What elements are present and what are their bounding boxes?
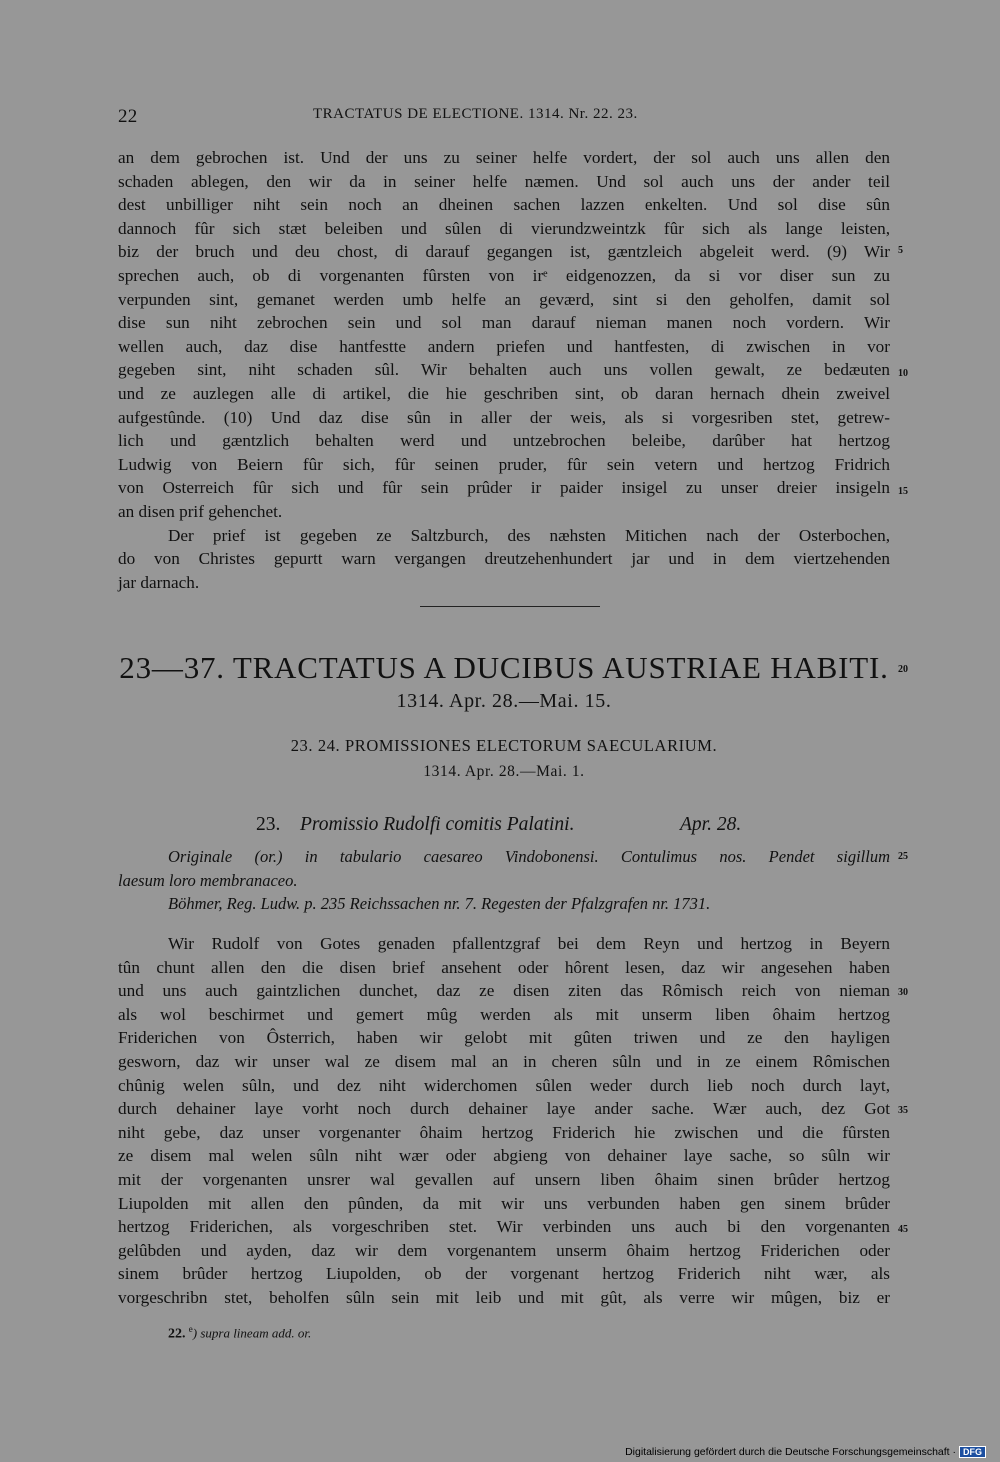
running-header — [118, 104, 890, 128]
margin-line-number: 20 — [898, 664, 908, 675]
text-line: lich und gæntzlich behalten werd und untzebrochen beleibe, darûber hat hertzog — [118, 431, 890, 451]
text-line: sprechen auch, ob di vorgenanten fûrsten von irᵉ eidgenozzen, da si vor diser sun zu — [118, 265, 890, 285]
text-line: dannoch fûr sich stæt beleiben und sûlen di vierundzweintzk fûr sich als lange leisten, — [118, 218, 890, 238]
text-line: und uns auch gaintzlichen dunchet, daz ze disen ziten das Rômisch reich von nieman — [118, 981, 890, 1001]
text-line: aufgestûnde. (10) Und daz dise sûn in aller der weis, als si vorgesriben stet, getrew- — [118, 407, 890, 427]
text-line: und ze auzlegen alle di artikel, die hie geschriben sint, ob daran hernach dhein zweivel — [118, 383, 890, 403]
margin-line-number: 45 — [898, 1224, 908, 1235]
text-line: durch dehainer laye vorht noch durch dehainer laye ander sache. Wær auch, dez Got — [118, 1099, 890, 1119]
doc22-text — [118, 146, 890, 594]
document-number: 23. — [256, 814, 281, 835]
doc23-text — [118, 932, 890, 1310]
footnote — [168, 1324, 311, 1342]
margin-line-number: 10 — [898, 368, 908, 379]
closing-line: do von Christes gepurtt warn vergangen dreutzehenhundert jar und in dem viertzehenden — [118, 549, 890, 569]
section-divider — [420, 606, 600, 607]
document-date: Apr. 28. — [680, 814, 742, 835]
subsection-date: 1314. Apr. 28.—Mai. 1. — [423, 763, 585, 780]
footnote-text: ) supra lineam add. or. — [192, 1325, 312, 1341]
footnote-reference: 22. — [168, 1326, 186, 1342]
text-line: Wir Rudolf von Gotes genaden pfallentzgraf bei dem Reyn und hertzog in Beyern — [168, 934, 890, 953]
margin-line-number: 35 — [898, 1105, 908, 1116]
text-line: Ludwig von Beiern fûr sich, fûr seinen pruder, fûr sein vetern und hertzog Fridrich — [118, 454, 890, 474]
text-line: Liupolden mit allen den pûnden, da mit wir uns verbunden haben gen sinem brûder — [118, 1193, 890, 1213]
section-title: 23—37. TRACTATUS A DUCIBUS AUSTRIAE HABITI. — [119, 650, 889, 685]
margin-line-number: 5 — [898, 245, 903, 256]
text-line: wellen auch, daz dise hantfestte andern priefen und hantfesten, di zwischen in vor — [118, 336, 890, 356]
margin-line-number: 15 — [898, 486, 908, 497]
digitization-credit — [625, 1446, 986, 1462]
text-line: schaden ablegen, den wir da in seiner helfe næmen. Und sol auch uns der ander teil — [118, 171, 890, 191]
text-line: vorgeschribn stet, beholfen sûln sein mit leib und mit gût, als verre wir mûgen, biz er — [118, 1287, 890, 1307]
credit-text: Digitalisierung gefördert durch die Deutsche Forschungsgemeinschaft · — [625, 1446, 956, 1458]
page-number: 22 — [118, 106, 138, 127]
text-line: gelûbden und ayden, daz wir dem vorgenantem unserm ôhaim hertzog Friderichen oder — [118, 1240, 890, 1260]
text-line: gegeben sint, niht schaden sûl. Wir behalten auch uns vollen gewalt, ze bedæuten — [118, 360, 890, 380]
reference-line: Böhmer, Reg. Ludw. p. 235 Reichssachen nr. 7. Regesten der Pfalzgrafen nr. 1731. — [168, 894, 711, 914]
text-line: verpunden sint, gemanet werden umb helfe an geværd, sint si den geholfen, damit sol — [118, 289, 890, 309]
text-line: an disen prif gehenchet. — [118, 501, 283, 521]
section-date: 1314. Apr. 28.—Mai. 15. — [396, 690, 612, 712]
text-line: ze disem mal welen sûln niht wær oder abgieng von dehainer laye sache, so sûln wir — [118, 1146, 890, 1166]
margin-line-number: 30 — [898, 987, 908, 998]
dfg-logo: DFG — [959, 1446, 986, 1458]
text-line: an dem gebrochen ist. Und der uns zu seiner helfe vordert, der sol auch uns allen den — [118, 148, 890, 167]
document-heading — [118, 814, 890, 840]
text-line: tûn chunt allen den die disen brief ansehent oder hôrent lesen, daz wir angesehen haben — [118, 957, 890, 977]
margin-line-number: 25 — [898, 851, 908, 862]
text-line: hertzog Friderichen, als vorgeschriben stet. Wir verbinden uns auch bi den vorgenanten — [118, 1217, 890, 1237]
text-line: biz der bruch und deu chost, di darauf gegangen ist, gæntzleich abgeleit werd. (9) Wir — [118, 242, 890, 262]
document-title: Promissio Rudolfi comitis Palatini. — [300, 814, 575, 835]
text-line: mit der vorgenanten unsrer wal gevallen auf unsern liben ôhaim sinen brûder hertzog — [118, 1169, 890, 1189]
running-title: TRACTATUS DE ELECTIONE. 1314. Nr. 22. 23. — [313, 106, 638, 122]
text-line: niht gebe, daz unser vorgenanter ôhaim hertzog Friderich hie zwischen und die fûrsten — [118, 1122, 890, 1142]
closing-line: Der prief ist gegeben ze Saltzburch, des næhsten Mitichen nach der Osterbochen, — [168, 525, 890, 545]
subsection-title: 23. 24. PROMISSIONES ELECTORUM SAECULARIUM. — [290, 736, 718, 755]
text-line: dise sun niht zebrochen sein und sol man darauf nieman manen noch vordern. Wir — [118, 313, 890, 333]
source-line: laesum loro membranaceo. — [118, 870, 298, 890]
footnote-mark: e — [188, 1324, 193, 1334]
text-line: als wol beschirmet und gemert mûg werden als mit unserm liben ôhaim hertzog — [118, 1004, 890, 1024]
source-line: Originale (or.) in tabulario caesareo Vindobonensi. Contulimus nos. Pendet sigillum — [168, 847, 890, 866]
text-line: sinem brûder hertzog Liupolden, ob der vorgenant hertzog Friderich niht wær, als — [118, 1264, 890, 1284]
closing-line: jar darnach. — [118, 572, 200, 592]
text-line: dest unbilliger niht sein noch an dheinen sachen lazzen enkelten. Und sol dise sûn — [118, 195, 890, 215]
text-line: gesworn, daz wir unser wal ze disem mal an in cheren sûln und in ze einem Rômischen — [118, 1051, 890, 1071]
text-line: chûnig welen sûln, und dez niht widerchomen sûlen weder durch lieb noch durch layt, — [118, 1075, 890, 1095]
text-line: von Osterreich fûr sich und fûr sein prûder ir paider insigel zu unser dreier insigeln — [118, 478, 890, 498]
text-line: Friderichen von Ôsterrich, haben wir gelobt mit gûten triwen und ze den hayligen — [118, 1028, 890, 1048]
source-note — [118, 845, 890, 916]
